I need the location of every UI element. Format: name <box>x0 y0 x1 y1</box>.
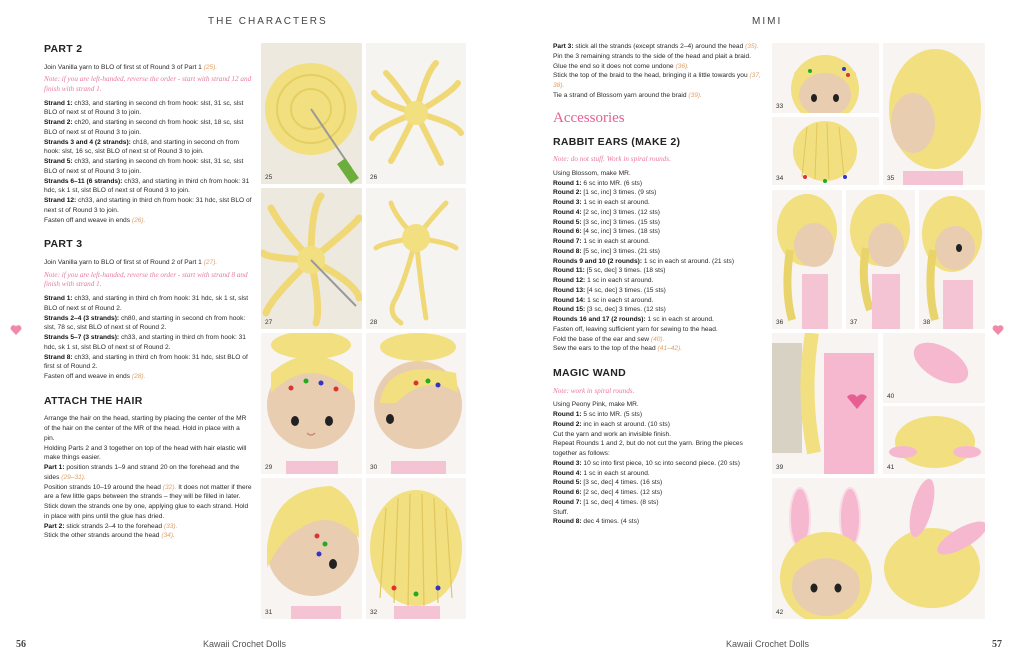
photo-number: 32 <box>370 609 378 616</box>
photo-number: 31 <box>265 609 273 616</box>
footer-title-right: Kawaii Crochet Dolls <box>726 639 810 649</box>
heart-icon <box>992 324 1004 336</box>
wand-repeat: Repeat Rounds 1 and 2, but do not cut the yarn. Bring the pieces together as follows: <box>553 440 743 458</box>
part2-strand: Strands 6–11 (6 strands): ch33, and starting in third ch from hook: 31 hdc, sk 1 st, slst BLO of next st of Round 3 to join. <box>44 177 250 195</box>
part2-fasten: Fasten off and weave in ends (26). <box>44 216 146 224</box>
wand-round: Round 8: dec 4 times. (4 sts) <box>553 518 640 526</box>
ears-round: Round 7: 1 sc in each st around. <box>553 238 650 246</box>
photo-35 <box>883 43 985 185</box>
photo-number: 33 <box>776 103 784 110</box>
photo-39 <box>772 333 878 474</box>
ears-round: Round 12: 1 sc in each st around. <box>553 277 654 285</box>
photo-31 <box>261 478 362 619</box>
doll-with-rabbit-ears-image <box>772 478 985 619</box>
photo-number: 41 <box>887 464 895 471</box>
ears-round: Rounds 16 and 17 (2 rounds): 1 sc in each st around. <box>553 316 714 324</box>
ears-round: Round 11: [5 sc, dec] 3 times. (18 sts) <box>553 267 666 275</box>
photo-28 <box>366 188 466 329</box>
ears-round: Round 14: 1 sc in each st around. <box>553 296 654 304</box>
ears-round: Round 2: [1 sc, inc] 3 times. (9 sts) <box>553 189 657 197</box>
photo-42 <box>772 478 985 619</box>
ears-round: Round 4: [2 sc, inc] 3 times. (12 sts) <box>553 208 660 216</box>
part2-heading: PART 2 <box>44 43 83 55</box>
doll-head-with-ears-image <box>883 406 985 474</box>
crochet-strands-image <box>261 188 362 329</box>
photo-number: 27 <box>265 319 273 326</box>
braid-step: Tie a strand of Blossom yarn around the braid (39). <box>553 91 702 99</box>
ears-round: Rounds 9 and 10 (2 rounds): 1 sc in each st around. (21 sts) <box>553 257 735 265</box>
part3-strand: Strand 8: ch33, and starting in third ch from hook: 31 hdc, slst BLO of first st of Round 2. <box>44 353 248 371</box>
ears-round: Round 5: [3 sc, inc] 3 times. (15 sts) <box>553 218 660 226</box>
rabbit-ear-image <box>883 333 985 403</box>
photo-number: 38 <box>923 319 931 326</box>
running-head-right: MIMI <box>752 16 783 27</box>
part3-strand: Strands 2–4 (3 strands): ch80, and starting in second ch from hook: slst, 78 sc, slst BLO of next st of Round 2. <box>44 314 246 332</box>
attach-paragraph: Holding Parts 2 and 3 together on top of the head with hair elastic will make things easier. <box>44 444 247 462</box>
photo-25 <box>261 43 362 184</box>
doll-head-image <box>261 333 362 474</box>
photo-27 <box>261 188 362 329</box>
rabbit-ears-heading: RABBIT EARS (MAKE 2) <box>553 135 681 148</box>
photo-37 <box>846 190 915 329</box>
accessories-heading: Accessories <box>553 109 625 126</box>
photo-38 <box>919 190 985 329</box>
doll-side-view-image <box>883 43 985 185</box>
magic-wand-heading: MAGIC WAND <box>553 367 626 380</box>
part3-note: Note: if you are left-handed, reverse the order - start with strand 8 and finish with strand 1. <box>44 270 248 289</box>
photo-number: 36 <box>776 319 784 326</box>
doll-body-braid-image <box>772 333 878 474</box>
part3-heading: PART 3 <box>44 238 83 251</box>
wand-round: Round 2: inc in each st around. (10 sts) <box>553 420 670 428</box>
wand-round: Round 6: [2 sc, dec] 4 times. (12 sts) <box>553 489 663 497</box>
photo-number: 42 <box>776 609 784 616</box>
crochet-hair-base-image <box>261 43 362 184</box>
part2-strand: Strand 5: ch33, and starting in second ch from hook: slst, 31 sc, slst BLO of next st of Round 3 to join. <box>44 158 244 175</box>
doll-braid-image <box>846 190 915 329</box>
photo-26 <box>366 43 466 184</box>
photo-29 <box>261 333 362 474</box>
attach-paragraph: Arrange the hair on the head, starting by placing the center of the MR of the hair on the center of the MR of the head. Hold in place with a pin. <box>44 415 247 442</box>
ears-round: Round 13: [4 sc, dec] 3 times. (15 sts) <box>553 286 666 294</box>
photo-34 <box>772 117 879 185</box>
ears-round: Round 1: 6 sc into MR. (6 sts) <box>553 179 643 187</box>
doll-braid-image <box>919 190 985 329</box>
ears-round: Round 8: [5 sc, inc] 3 times. (21 sts) <box>553 247 660 255</box>
ears-fasten: Fasten off, leaving sufficient yarn for sewing to the head. <box>553 325 718 333</box>
page-number-left: 56 <box>16 639 26 650</box>
photo-33 <box>772 43 879 113</box>
part2-intro: Join Vanilla yarn to BLO of first st of Round 3 of Part 1 (25). <box>44 63 218 71</box>
attach-part2: Part 2: stick strands 2–4 to the forehead (33). <box>44 522 178 530</box>
ears-round: Round 3: 1 sc in each st around. <box>553 199 650 207</box>
photo-number: 37 <box>850 319 858 326</box>
ears-fold: Fold the base of the ear and sew (40). <box>553 335 665 343</box>
part3-strand: Strands 5–7 (3 strands): ch33, and starting in third ch from hook: 31 hdc, sk 1 st, slst BLO of next st of Round 2. <box>44 334 246 351</box>
attach-part3: Part 3: stick all the strands (except strands 2–4) around the head (35). <box>553 43 759 50</box>
part2-strand: Strands 3 and 4 (2 strands): ch18, and starting in second ch from hook: slst, 16 sc, slst BLO of next st of Round 3 to join. <box>44 138 239 156</box>
braid-step: Stick the top of the braid to the head, bringing it a little towards you (37, 38). <box>553 72 761 89</box>
part2-strand: Strand 2: ch20, and starting in second ch from hook: slst, 18 sc, slst BLO of next st of Round 3 to join. <box>44 119 244 136</box>
photo-40 <box>883 333 985 403</box>
photo-32 <box>366 478 466 619</box>
wand-stuff: Stuff. <box>553 508 569 516</box>
magic-wand-note: Note: work in spiral rounds. <box>553 386 635 395</box>
part3-fasten: Fasten off and weave in ends (28). <box>44 373 146 381</box>
ears-round: Round 15: [3 sc, dec] 3 times. (12 sts) <box>553 306 666 314</box>
part3-strand: Strand 1: ch33, and starting in third ch from hook: 31 hdc, sk 1 st, slst BLO of next st of Round 2. <box>44 295 249 312</box>
wand-cut: Cut the yarn and work an invisible finish. <box>553 430 672 438</box>
rabbit-ears-note: Note: do not stuff. Work in spiral rounds. <box>553 155 671 164</box>
right-text-column <box>553 42 765 527</box>
part2-note: Note: if you are left-handed, reverse the order - start with strand 12 and finish with strand 1. <box>44 75 252 93</box>
photo-41 <box>883 406 985 474</box>
running-head-left: THE CHARACTERS <box>208 16 328 27</box>
photo-number: 34 <box>776 175 784 182</box>
ears-round: Round 6: [4 sc, inc] 3 times. (18 sts) <box>553 228 660 236</box>
doll-back-of-head-image <box>772 117 879 185</box>
ears-sew: Sew the ears to the top of the head (41–42). <box>553 345 683 353</box>
photo-number: 29 <box>265 464 273 471</box>
photo-number: 35 <box>887 175 895 182</box>
photo-30 <box>366 333 466 474</box>
photo-number: 28 <box>370 319 378 326</box>
photo-number: 39 <box>776 464 784 471</box>
doll-head-image <box>261 478 362 619</box>
heart-icon <box>10 324 22 336</box>
wand-round: Round 3: 10 sc into first piece, 10 sc into second piece. (20 sts) <box>553 459 740 467</box>
wand-round: Round 1: 5 sc into MR. (5 sts) <box>553 411 643 419</box>
page-number-right: 57 <box>992 639 1002 650</box>
doll-head-image <box>772 43 879 113</box>
braid-step: Pin the 3 remaining strands to the side of the head and plait a braid. Glue the end so it does not come undone (36). <box>553 52 751 70</box>
rabbit-ears-intro: Using Blossom, make MR. <box>553 169 631 177</box>
photo-number: 40 <box>887 393 895 400</box>
wand-round: Round 4: 1 sc in each st around. <box>553 469 650 477</box>
photo-number: 26 <box>370 174 378 181</box>
attach-paragraph: Position strands 10–19 around the head (32). It does not matter if there are a few little gaps between the strands – they will be filled in later. <box>44 483 252 501</box>
part2-strand: Strand 12: ch33, and starting in third ch from hook: 31 hdc, slst BLO of next st of Round 3 to join. <box>44 197 252 214</box>
wand-round: Round 5: [3 sc, dec] 4 times. (16 sts) <box>553 479 663 487</box>
crochet-strands-image <box>366 188 466 329</box>
attach-paragraph: Stick the other strands around the head (34). <box>44 532 175 540</box>
attach-hair-heading: ATTACH THE HAIR <box>44 394 143 407</box>
doll-braid-image <box>772 190 842 329</box>
photo-number: 30 <box>370 464 378 471</box>
footer-title-left: Kawaii Crochet Dolls <box>203 639 287 649</box>
photo-number: 25 <box>265 174 273 181</box>
attach-paragraph: Stick down the strands one by one, applying glue to each strand. Hold in place with pins until the glue has dried. <box>44 503 249 520</box>
crochet-strands-image <box>366 43 466 184</box>
left-text-column <box>44 42 252 541</box>
right-page <box>510 0 1020 663</box>
wand-intro: Using Peony Pink, make MR. <box>553 401 639 409</box>
part2-strand: Strand 1: ch33, and starting in second ch from hook: slst, 31 sc, slst BLO of next st of Round 3 to join. <box>44 99 244 117</box>
doll-head-image <box>366 333 466 474</box>
photo-36 <box>772 190 842 329</box>
part3-intro: Join Vanilla yarn to BLO of first st of Round 2 of Part 1 (27). <box>44 259 218 266</box>
attach-part1: Part 1: position strands 1–9 and strand 20 on the forehead and the sides (29–31). <box>44 464 240 481</box>
wand-round: Round 7: [1 sc, dec] 4 times. (8 sts) <box>553 498 659 506</box>
doll-back-of-head-image <box>366 478 466 619</box>
